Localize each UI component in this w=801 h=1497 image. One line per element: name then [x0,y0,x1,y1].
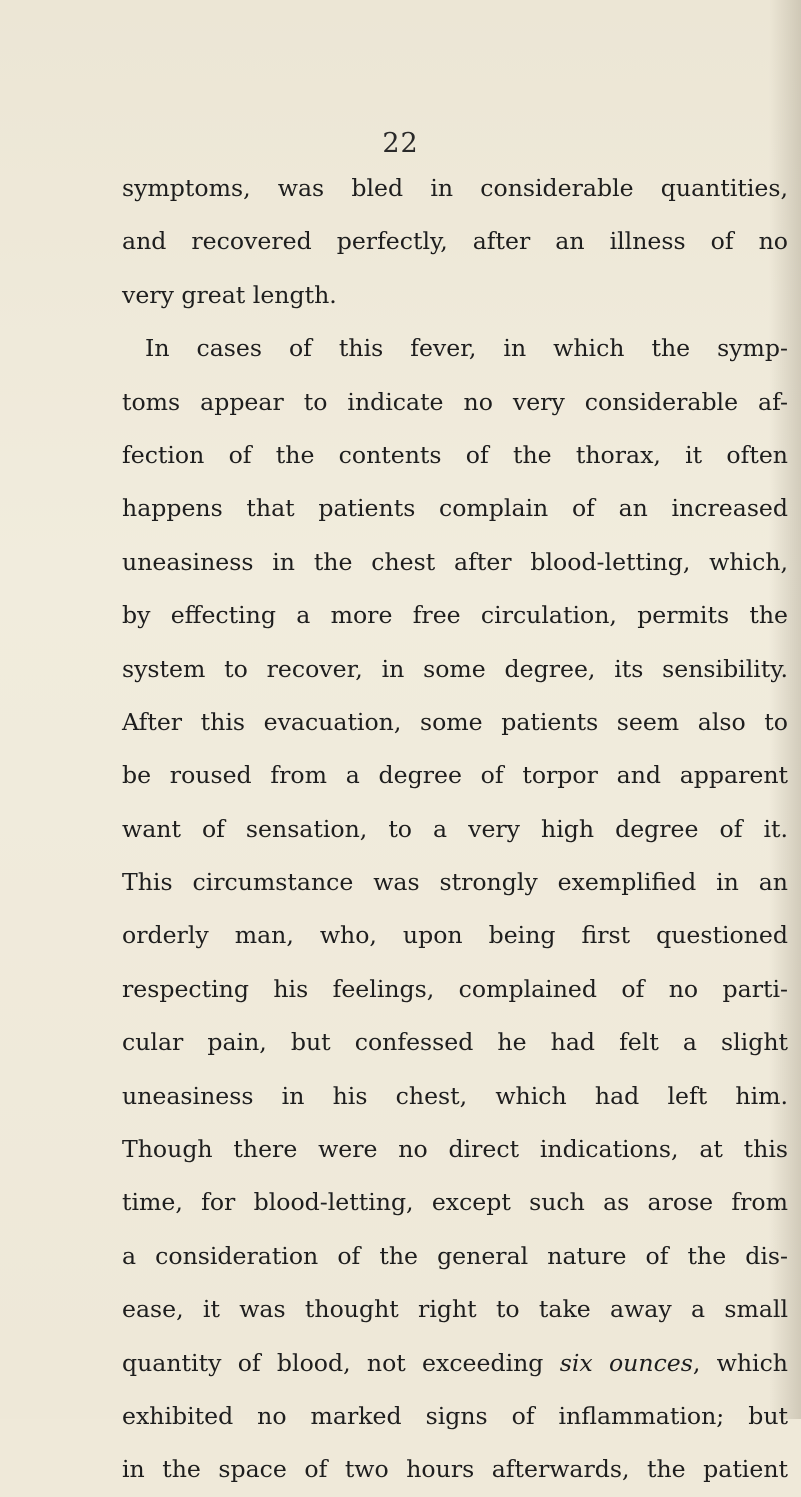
text-line: cular pain, but confessed he had felt a slight [122,1028,788,1057]
text-line: Though there were no direct indications, at this [122,1135,788,1164]
text-line: uneasiness in the chest after blood-letting, which, [122,547,788,576]
page-number: 22 [382,128,419,159]
text-line: want of sensation, to a very high degree of it. [122,814,788,843]
text-line: a consideration of the general nature of the dis- [122,1241,788,1270]
body-text [122,162,788,1497]
text-line: time, for blood-letting, except such as arose from [122,1188,788,1217]
italic-quantity: six ounces [559,1348,693,1377]
text-line: fection of the contents of the thorax, it often [122,440,788,469]
text-line: ease, it was thought right to take away a small [122,1295,788,1324]
text-line: toms appear to indicate no very considerable af- [122,387,788,416]
text-line: In cases of this fever, in which the symp- [145,334,788,363]
text-segment: , which [692,1348,788,1377]
text-line: exhibited no marked signs of inflammation; but [122,1401,788,1430]
text-line: respecting his feelings, complained of no parti- [122,974,788,1003]
text-line: happens that patients complain of an increased [122,494,788,523]
text-line: and recovered perfectly, after an illness of no [122,227,788,256]
text-segment: quantity of blood, not exceeding [122,1348,544,1377]
text-line: uneasiness in his chest, which had left him. [122,1081,788,1110]
text-line: in the space of two hours afterwards, the patient [122,1455,788,1484]
text-line: This circumstance was strongly exemplified in an [122,868,788,897]
text-line: After this evacuation, some patients seem also to [122,707,788,736]
text-line-with-italic [122,1337,788,1390]
text-line: be roused from a degree of torpor and apparent [122,761,788,790]
text-line: by effecting a more free circulation, permits the [122,601,788,630]
text-line: orderly man, who, upon being first questioned [122,921,788,950]
text-line: system to recover, in some degree, its sensibility. [122,654,788,683]
text-line: very great length. [122,280,337,309]
text-line: symptoms, was bled in considerable quantities, [122,174,788,202]
